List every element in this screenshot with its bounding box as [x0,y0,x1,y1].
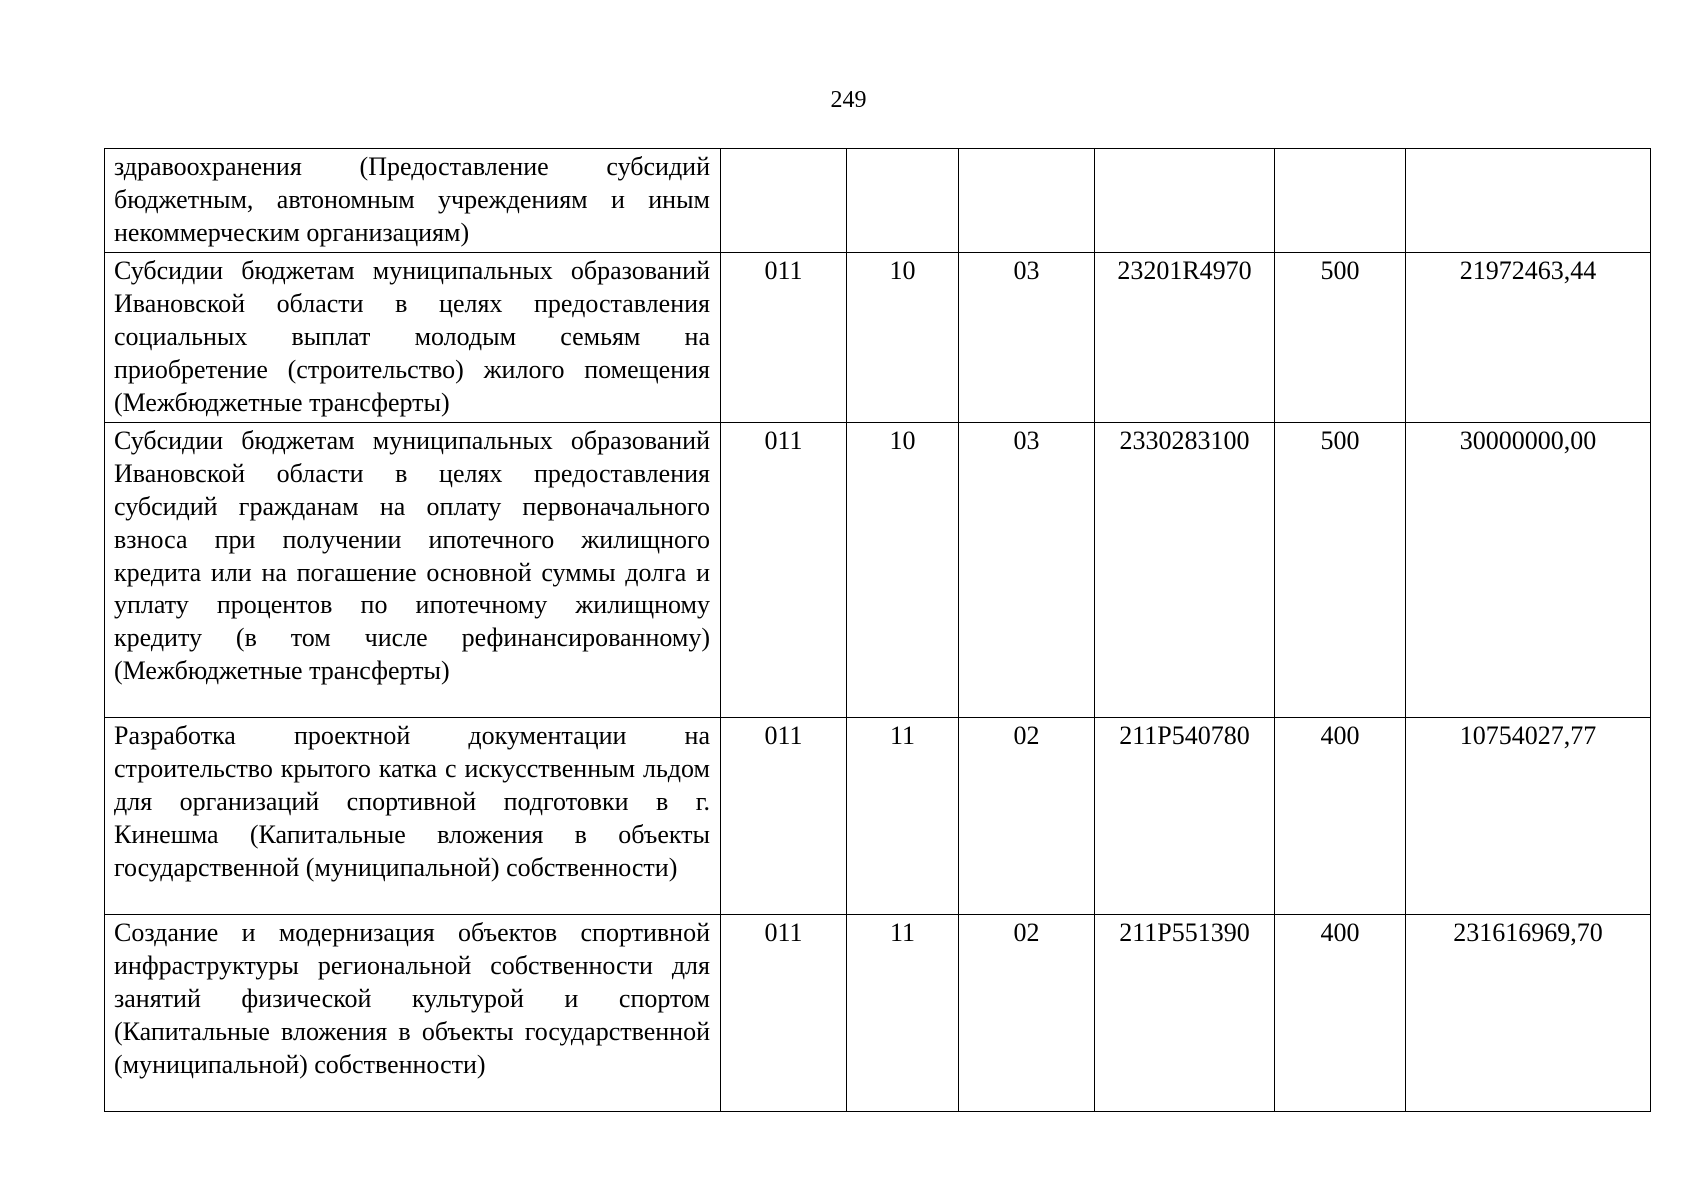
subsection-code [959,149,1095,253]
page-number: 249 [830,87,867,113]
table-row [105,718,1651,915]
subsection-code: 03 [959,423,1095,718]
section-code: 11 [847,718,959,915]
section-code [847,149,959,253]
ministry-code: 011 [721,718,847,915]
row-description: здравоохранения (Предоставление субсидий бюджетным, автономным учреждениям и иным некоммерческим организациям) [105,149,721,253]
section-code: 10 [847,423,959,718]
target-item-code: 211P540780 [1095,718,1275,915]
amount: 231616969,70 [1406,915,1651,1112]
ministry-code: 011 [721,915,847,1112]
amount: 21972463,44 [1406,253,1651,423]
expense-type-code: 500 [1275,423,1406,718]
subsection-code: 02 [959,915,1095,1112]
table-row [105,149,1651,253]
row-description: Создание и модернизация объектов спортивной инфраструктуры региональной собственности для занятий физической культурой и спортом (Капитальные вложения в объекты государственной (муниципальной) собственности) [105,915,721,1112]
table-row [105,915,1651,1112]
subsection-code: 03 [959,253,1095,423]
section-code: 10 [847,253,959,423]
row-description: Субсидии бюджетам муниципальных образований Ивановской области в целях предоставления субсидий гражданам на оплату первоначального взноса при получении ипотечного жилищного кредита или на погашение основной суммы долга и уплату процентов по ипотечному жилищному кредиту (в том числе рефинансированному) (Межбюджетные трансферты) [105,423,721,718]
ministry-code [721,149,847,253]
expense-type-code [1275,149,1406,253]
expense-type-code: 400 [1275,915,1406,1112]
target-item-code [1095,149,1275,253]
subsection-code: 02 [959,718,1095,915]
target-item-code: 23201R4970 [1095,253,1275,423]
amount [1406,149,1651,253]
target-item-code: 211P551390 [1095,915,1275,1112]
table-row [105,423,1651,718]
target-item-code: 2330283100 [1095,423,1275,718]
amount: 30000000,00 [1406,423,1651,718]
section-code: 11 [847,915,959,1112]
ministry-code: 011 [721,423,847,718]
budget-table [104,148,1651,1112]
row-description: Разработка проектной документации на строительство крытого катка с искусственным льдом для организаций спортивной подготовки в г. Кинешма (Капитальные вложения в объекты государственной (муниципальной) собственности) [105,718,721,915]
row-description: Субсидии бюджетам муниципальных образований Ивановской области в целях предоставления социальных выплат молодым семьям на приобретение (строительство) жилого помещения (Межбюджетные трансферты) [105,253,721,423]
table-row [105,253,1651,423]
expense-type-code: 500 [1275,253,1406,423]
ministry-code: 011 [721,253,847,423]
expense-type-code: 400 [1275,718,1406,915]
amount: 10754027,77 [1406,718,1651,915]
